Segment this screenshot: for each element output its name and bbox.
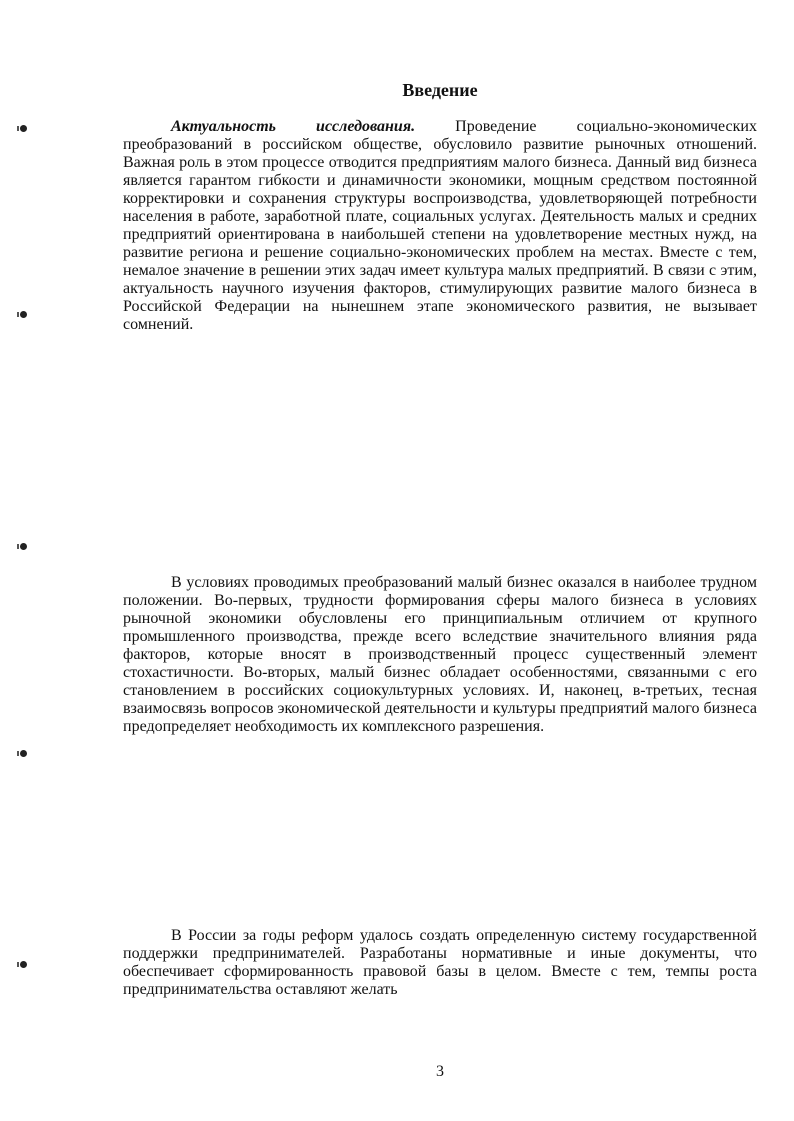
paragraph-relevance — [123, 118, 757, 334]
binding-hole-mark — [20, 125, 27, 132]
binding-hole-mark — [20, 750, 27, 757]
paragraph-lead: Актуальность исследования. — [171, 118, 416, 135]
page-number: 3 — [436, 1063, 444, 1080]
paragraph-text: В России за годы реформ удалось создать определенную систему государственной поддержки предпринимателей. Разработаны нормативные и иные документы, что обеспечивает сформированность правовой базы в целом. Вместе с тем, темпы роста предпринимательства оставляют желать — [123, 927, 757, 998]
binding-hole-mark — [20, 961, 27, 968]
paragraph-text: Проведение социально-экономических преобразований в российском обществе, обусловило развитие рыночных отношений. Важная роль в этом процессе отводится предприятиям малого бизнеса. Данный вид бизнеса является гарантом гибкости и динамичности экономики, мощным средством постоянной корректировки и сохранения структуры воспроизводства, удовлетворяющей потребности населения в работе, заработной плате, социальных услугах. Деятельность малых и средних предприятий ориентирована в наибольшей степени на удовлетворение местных нужд, на развитие региона и решение социально-экономических проблем на местах. Вместе с тем, немалое значение в решении этих задач имеет культура малых предприятий. В связи с этим, актуальность научного изучения факторов, стимулирующих развитие малого бизнеса в Российской Федерации на нынешнем этапе экономического развития, не вызывает сомнений. — [123, 118, 757, 333]
paragraph-conditions — [123, 574, 757, 736]
section-title: Введение — [402, 80, 478, 100]
binding-hole-mark — [20, 311, 27, 318]
binding-hole-mark — [20, 543, 27, 550]
paragraph-reforms — [123, 927, 757, 999]
paragraph-text: В условиях проводимых преобразований малый бизнес оказался в наиболее трудном положении. Во-первых, трудности формирования сферы малого бизнеса в условиях рыночной экономики обусловлены его принципиальным отличием от крупного промышленного производства, прежде всего вследствие значительного влияния ряда факторов, которые вносят в производственный процесс существенный элемент стохастичности. Во-вторых, малый бизнес обладает особенностями, связанными с его становлением в российских социокультурных условиях. И, наконец, в-третьих, тесная взаимосвязь вопросов экономической деятельности и культуры предприятий малого бизнеса предопределяет необходимость их комплексного разрешения. — [123, 574, 757, 735]
